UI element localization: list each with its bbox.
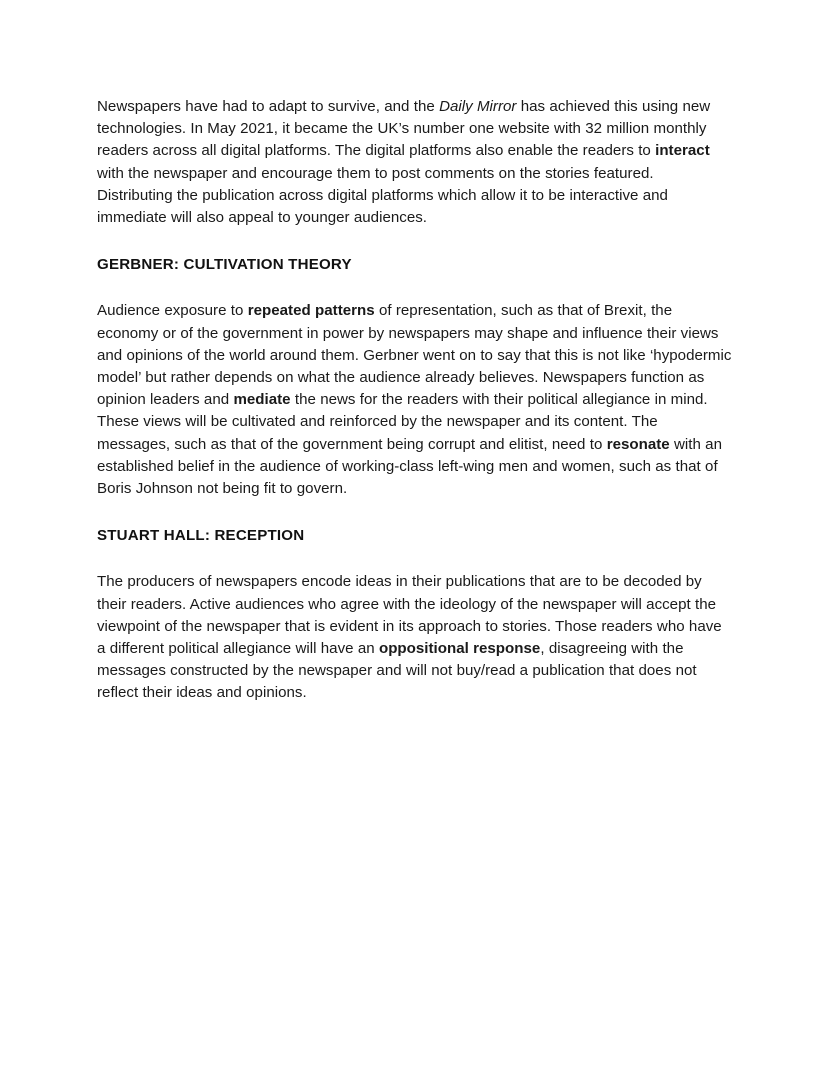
emphasis-bold: mediate — [233, 391, 291, 409]
text-run: with the newspaper and encourage them to post comments on the stories featured. Distributing the publication across digital platforms which allow it to be interactive and immediate will also appeal to younger audiences. — [97, 164, 668, 227]
paragraph-stuart-hall-body — [97, 571, 733, 704]
emphasis-bold: repeated patterns — [247, 302, 375, 320]
text-run: Audience exposure to — [97, 302, 248, 320]
emphasis-italic: Daily Mirror — [439, 98, 517, 115]
emphasis-bold: resonate — [606, 435, 670, 453]
text-run: the news for the readers with their political allegiance in mind. These views will be cultivated and reinforced by the newspaper and its content. The messages, such as that of the government being corrupt and elitist, need to — [97, 391, 708, 453]
text-run: , disagreeing with the messages constructed by the newspaper and will not buy/read a publication that does not reflect their ideas and opinions. — [97, 640, 697, 702]
heading-gerbner: GERBNER: CULTIVATION THEORY — [97, 256, 352, 274]
text-run: The producers of newspapers encode ideas in their publications that are to be decoded by their readers. Active audiences who agree with the ideology of the newspaper will accept the viewpoint of the newspaper that is evident in its approach to stories. Those readers who have a different political allegiance will have an — [97, 573, 722, 658]
emphasis-bold: interact — [655, 142, 710, 160]
emphasis-bold: oppositional response — [378, 640, 541, 658]
paragraph-newspapers-adapt — [97, 96, 733, 229]
text-run: Newspapers have had to adapt to survive, and the — [97, 98, 440, 115]
text-run: has achieved this using new technologies. In May 2021, it became the UK’s number one website with 32 million monthly readers across all digital platforms. The digital platforms also enable the readers to — [97, 98, 711, 160]
document-text-body — [97, 96, 733, 705]
text-run: of representation, such as that of Brexit, the economy or of the government in power by newspapers may shape and influence their views and opinions of the world around them. Gerbner went on to say that this is not like ‘hypodermic model’ but rather depends on what the audience already believes. Newspapers function as opinion leaders and — [97, 302, 732, 409]
heading-stuart-hall: STUART HALL: RECEPTION — [97, 527, 305, 545]
text-run: with an established belief in the audience of working-class left-wing men and women, such as that of Boris Johnson not being fit to govern. — [97, 435, 722, 498]
paragraph-gerbner-body — [97, 300, 733, 500]
